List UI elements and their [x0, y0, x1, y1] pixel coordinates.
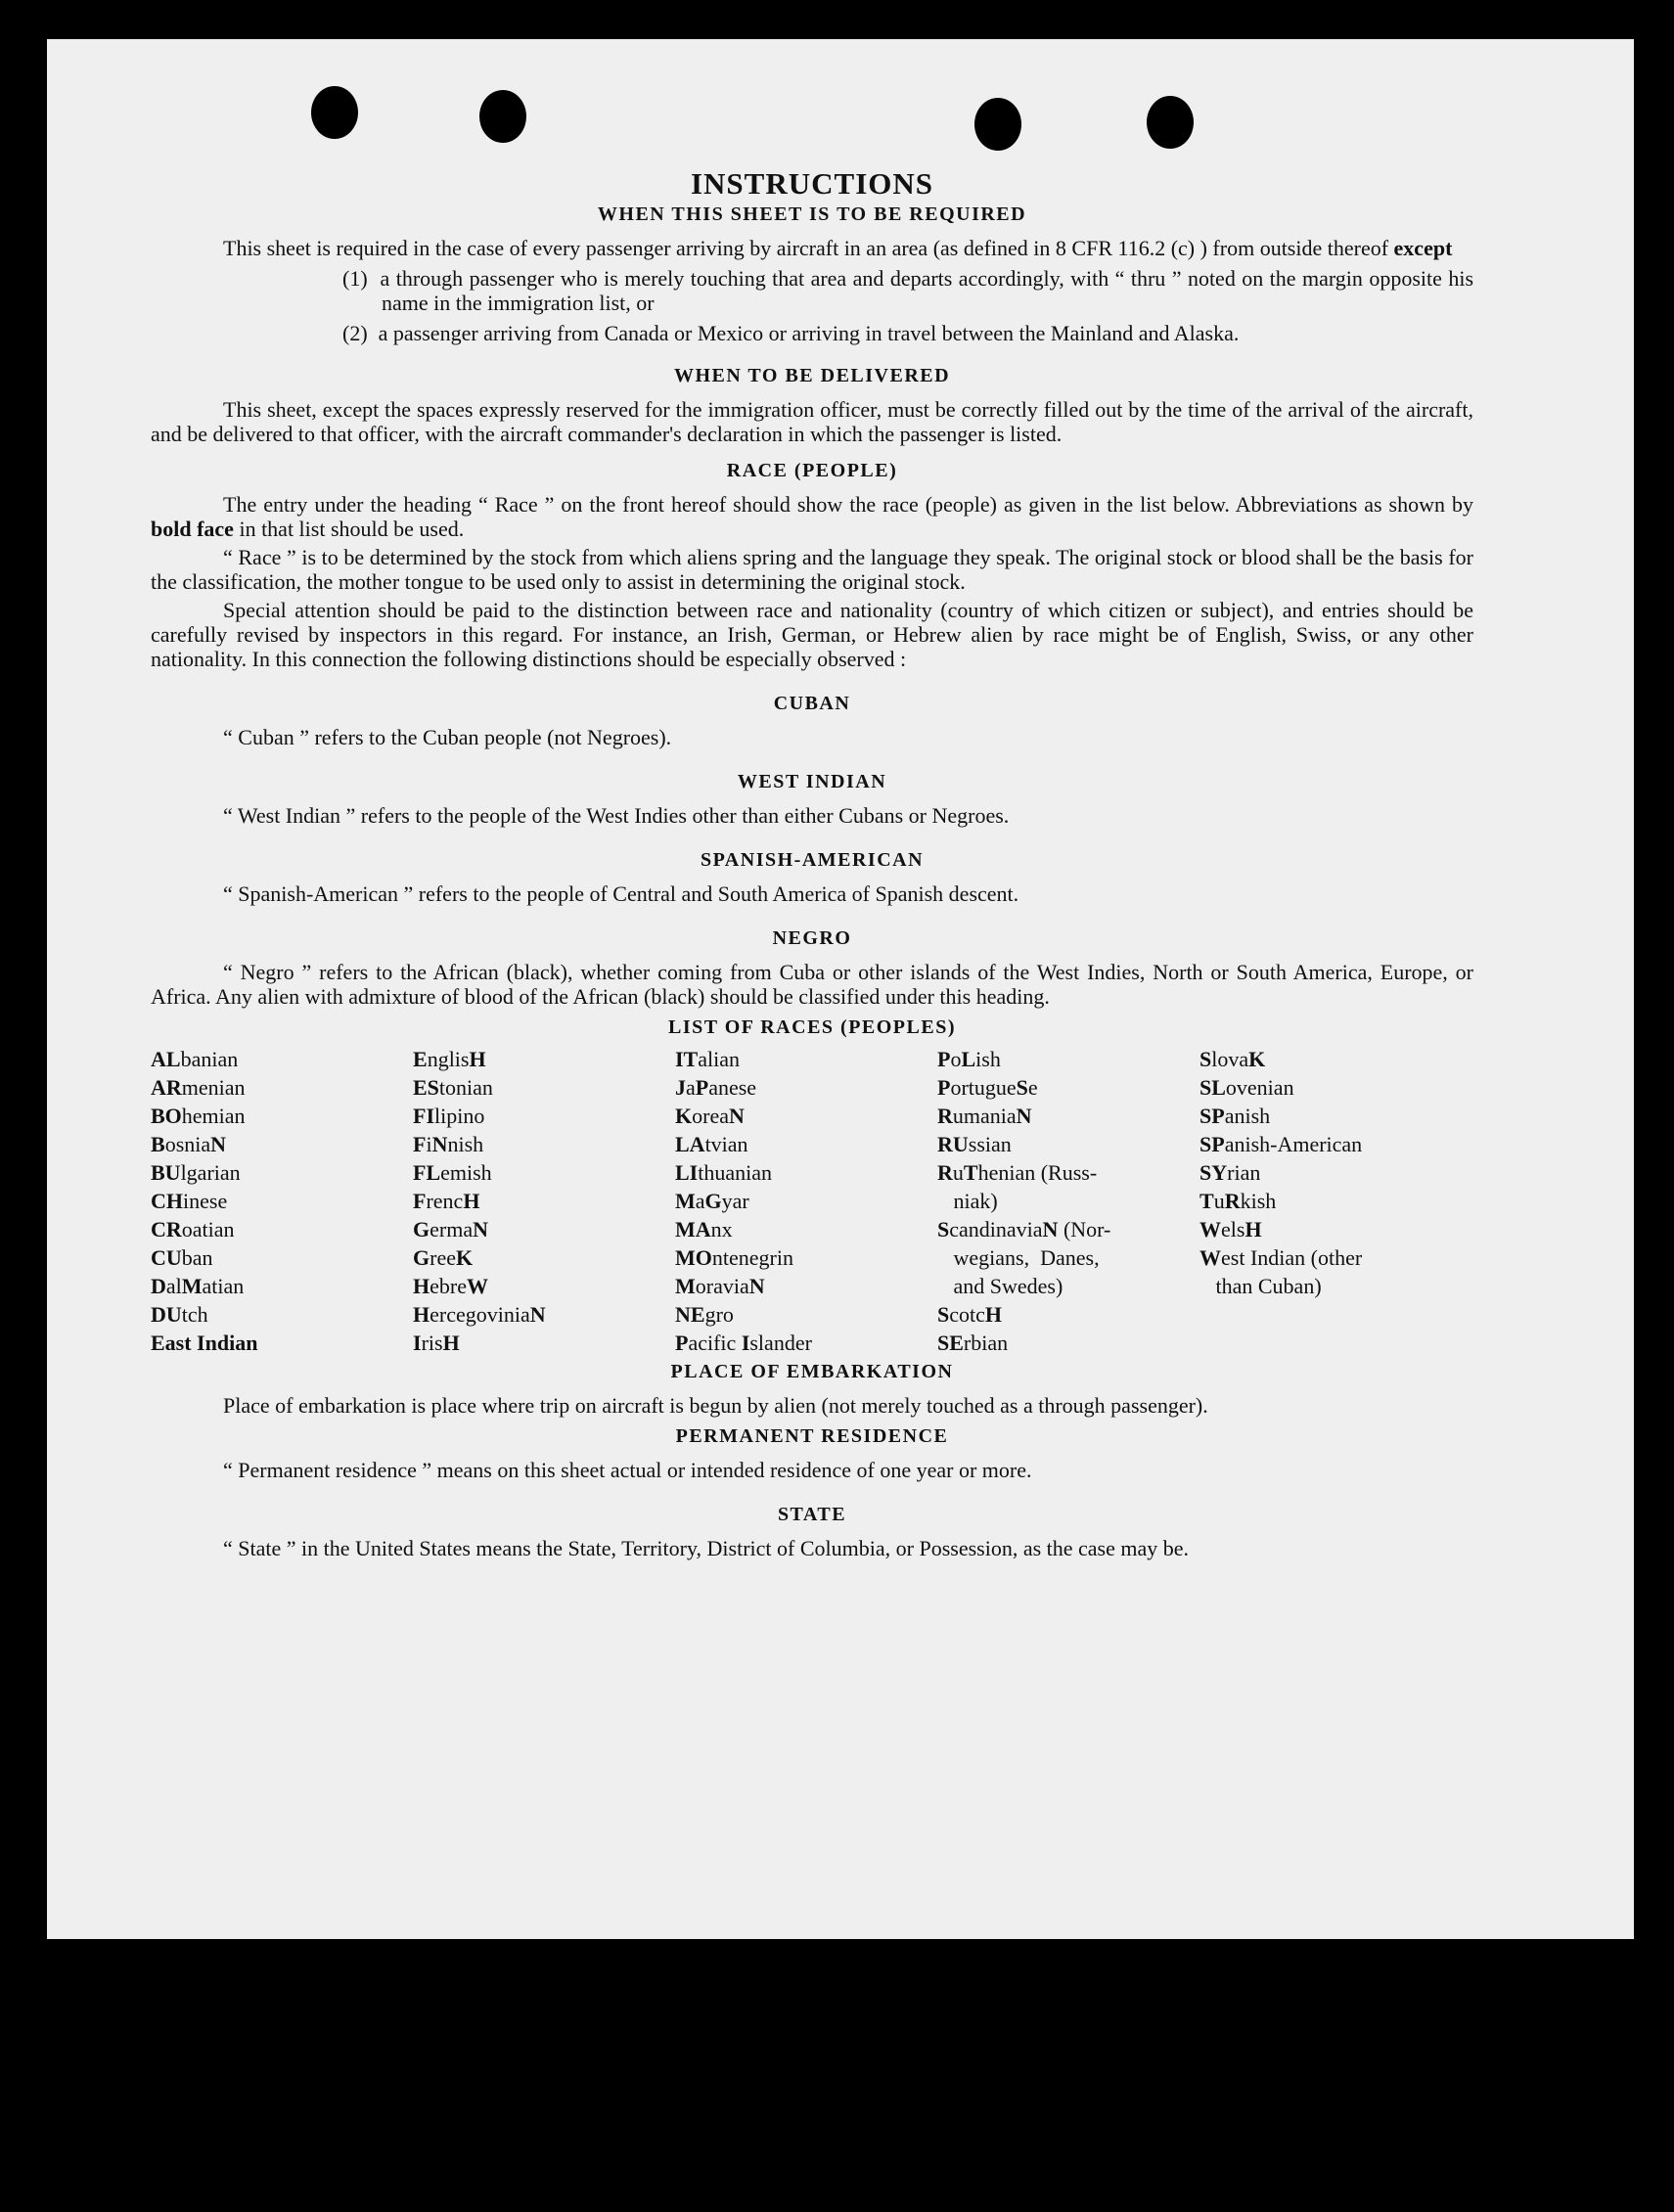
races-column	[675, 1045, 937, 1357]
race-entry: ITalian	[675, 1047, 741, 1071]
race-entry: PoLish	[937, 1047, 1001, 1071]
race-entry: JaPanese	[675, 1075, 757, 1100]
required-item-1: (1) a through passenger who is merely touching that area and departs accordingly, with “ thru ” noted on the margin opposite his name in the immigration list, or	[342, 266, 1474, 315]
race-entry: EnglisH	[413, 1047, 486, 1071]
race-entry: TuRkish	[1199, 1189, 1277, 1213]
race-entry: niak)	[937, 1189, 998, 1213]
residence-text: “ Permanent residence ” means on this sheet actual or intended residence of one year or more.	[223, 1458, 1032, 1482]
embarkation-text: Place of embarkation is place where trip on aircraft is begun by alien (not merely touched as a through passenger).	[223, 1393, 1208, 1418]
required-item-2: (2) a passenger arriving from Canada or Mexico or arriving in travel between the Mainland and Alaska.	[342, 321, 1240, 345]
race-entry: WelsH	[1199, 1217, 1262, 1241]
race-entry: GreeK	[413, 1245, 474, 1270]
race-entry: FIlipino	[413, 1104, 485, 1128]
section-heading-required: WHEN THIS SHEET IS TO BE REQUIRED	[597, 203, 1027, 225]
races-table	[151, 1045, 1473, 1357]
race-entry: BUlgarian	[151, 1160, 241, 1185]
race-entry: LAtvian	[675, 1132, 748, 1156]
race-entry: FiNnish	[413, 1132, 484, 1156]
section-heading-cuban: CUBAN	[773, 693, 851, 714]
page-title: INSTRUCTIONS	[690, 166, 933, 201]
race-entry: RumaniaN	[937, 1104, 1032, 1128]
race-entry: and Swedes)	[937, 1274, 1063, 1298]
required-intro: This sheet is required in the case of every passenger arriving by aircraft in an area (as defined in 8 CFR 116.2 (c) ) from outside thereof except	[223, 236, 1453, 260]
race-entry: IrisH	[413, 1331, 460, 1355]
section-heading-spanish-american: SPANISH-AMERICAN	[700, 849, 925, 871]
race-entry: MaGyar	[675, 1189, 749, 1213]
race-entry: CUban	[151, 1245, 213, 1270]
race-entry: NEgro	[675, 1302, 734, 1327]
race-entry: ALbanian	[151, 1047, 239, 1071]
race-entry: ScandinaviaN (Nor-	[937, 1217, 1111, 1241]
state-text: “ State ” in the United States means the State, Territory, District of Columbia, or Possession, as the case may be.	[223, 1536, 1190, 1560]
race-entry: DalMatian	[151, 1274, 245, 1298]
section-heading-residence: PERMANENT RESIDENCE	[675, 1425, 949, 1447]
race-entry: MoraviaN	[675, 1274, 765, 1298]
race-entry: KoreaN	[675, 1104, 745, 1128]
section-heading-races-list: LIST OF RACES (PEOPLES)	[667, 1016, 956, 1038]
race-entry: RUssian	[937, 1132, 1012, 1156]
race-entry: wegians, Danes,	[937, 1245, 1100, 1270]
section-heading-state: STATE	[777, 1504, 847, 1525]
race-entry: West Indian (other	[1199, 1245, 1363, 1270]
race-entry: ARmenian	[151, 1075, 246, 1100]
race-entry: East Indian	[151, 1331, 258, 1355]
race-entry: SLovenian	[1199, 1075, 1294, 1100]
section-heading-west-indian: WEST INDIAN	[737, 771, 887, 792]
race-entry: CHinese	[151, 1189, 228, 1213]
race-entry: than Cuban)	[1199, 1274, 1322, 1298]
race-entry: CRoatian	[151, 1217, 235, 1241]
race-entry: BOhemian	[151, 1104, 246, 1128]
race-entry: LIthuanian	[675, 1160, 773, 1185]
race-entry: Pacific Islander	[675, 1331, 812, 1355]
cuban-text: “ Cuban ” refers to the Cuban people (not Negroes).	[223, 725, 672, 749]
instructions-content	[151, 127, 1473, 1560]
races-column	[1199, 1045, 1473, 1357]
race-entry: MAnx	[675, 1217, 733, 1241]
race-entry: PortugueSe	[937, 1075, 1038, 1100]
section-heading-delivered: WHEN TO BE DELIVERED	[673, 365, 951, 386]
section-heading-negro: NEGRO	[772, 927, 852, 949]
race-entry: DUtch	[151, 1302, 208, 1327]
races-column	[151, 1045, 413, 1357]
race-entry: SYrian	[1199, 1160, 1261, 1185]
race-paragraph-1: The entry under the heading “ Race ” on the front hereof should show the race (people) as given in the list below. Abbreviations as shown by bold face in that list should be used.	[151, 492, 1473, 541]
race-entry: FrencH	[413, 1189, 480, 1213]
race-entry: ScotcH	[937, 1302, 1003, 1327]
section-heading-embarkation: PLACE OF EMBARKATION	[670, 1361, 954, 1382]
race-paragraph-2: “ Race ” is to be determined by the stock from which aliens spring and the language they speak. The original stock or blood shall be the basis for the classification, the mother tongue to be used only to assist in determining the original stock.	[151, 545, 1473, 594]
west-indian-text: “ West Indian ” refers to the people of the West Indies other than either Cubans or Negroes.	[223, 803, 1010, 828]
race-entry: SErbian	[937, 1331, 1009, 1355]
race-entry: HercegoviniaN	[413, 1302, 546, 1327]
delivered-text: This sheet, except the spaces expressly reserved for the immigration officer, must be correctly filled out by the time of the arrival of the aircraft, and be delivered to that officer, with the aircraft commander's declaration in which the passenger is listed.	[151, 397, 1473, 446]
race-entry: EStonian	[413, 1075, 493, 1100]
race-entry: SPanish-American	[1199, 1132, 1363, 1156]
race-entry: GermaN	[413, 1217, 488, 1241]
race-entry: RuThenian (Russ-	[937, 1160, 1098, 1185]
negro-text: “ Negro ” refers to the African (black), whether coming from Cuba or other islands of the West Indies, North or South America, Europe, or Africa. Any alien with admixture of blood of the African (black) should be classified under this heading.	[151, 960, 1473, 1009]
race-paragraph-3: Special attention should be paid to the distinction between race and nationality (country of which citizen or subject), and entries should be carefully revised by inspectors in this regard. For instance, an Irish, German, or Hebrew alien by race might be of English, Swiss, or any other nationality. In this connection the following distinctions should be especially observed :	[151, 598, 1473, 671]
section-heading-race: RACE (PEOPLE)	[726, 460, 898, 481]
race-entry: HebreW	[413, 1274, 488, 1298]
races-column	[413, 1045, 675, 1357]
spanish-american-text: “ Spanish-American ” refers to the people of Central and South America of Spanish descent.	[223, 881, 1019, 906]
race-entry: SPanish	[1199, 1104, 1271, 1128]
race-entry: FLemish	[413, 1160, 492, 1185]
race-entry: SlovaK	[1199, 1047, 1266, 1071]
race-entry: BosniaN	[151, 1132, 227, 1156]
races-column	[937, 1045, 1199, 1357]
race-entry: MOntenegrin	[675, 1245, 793, 1270]
